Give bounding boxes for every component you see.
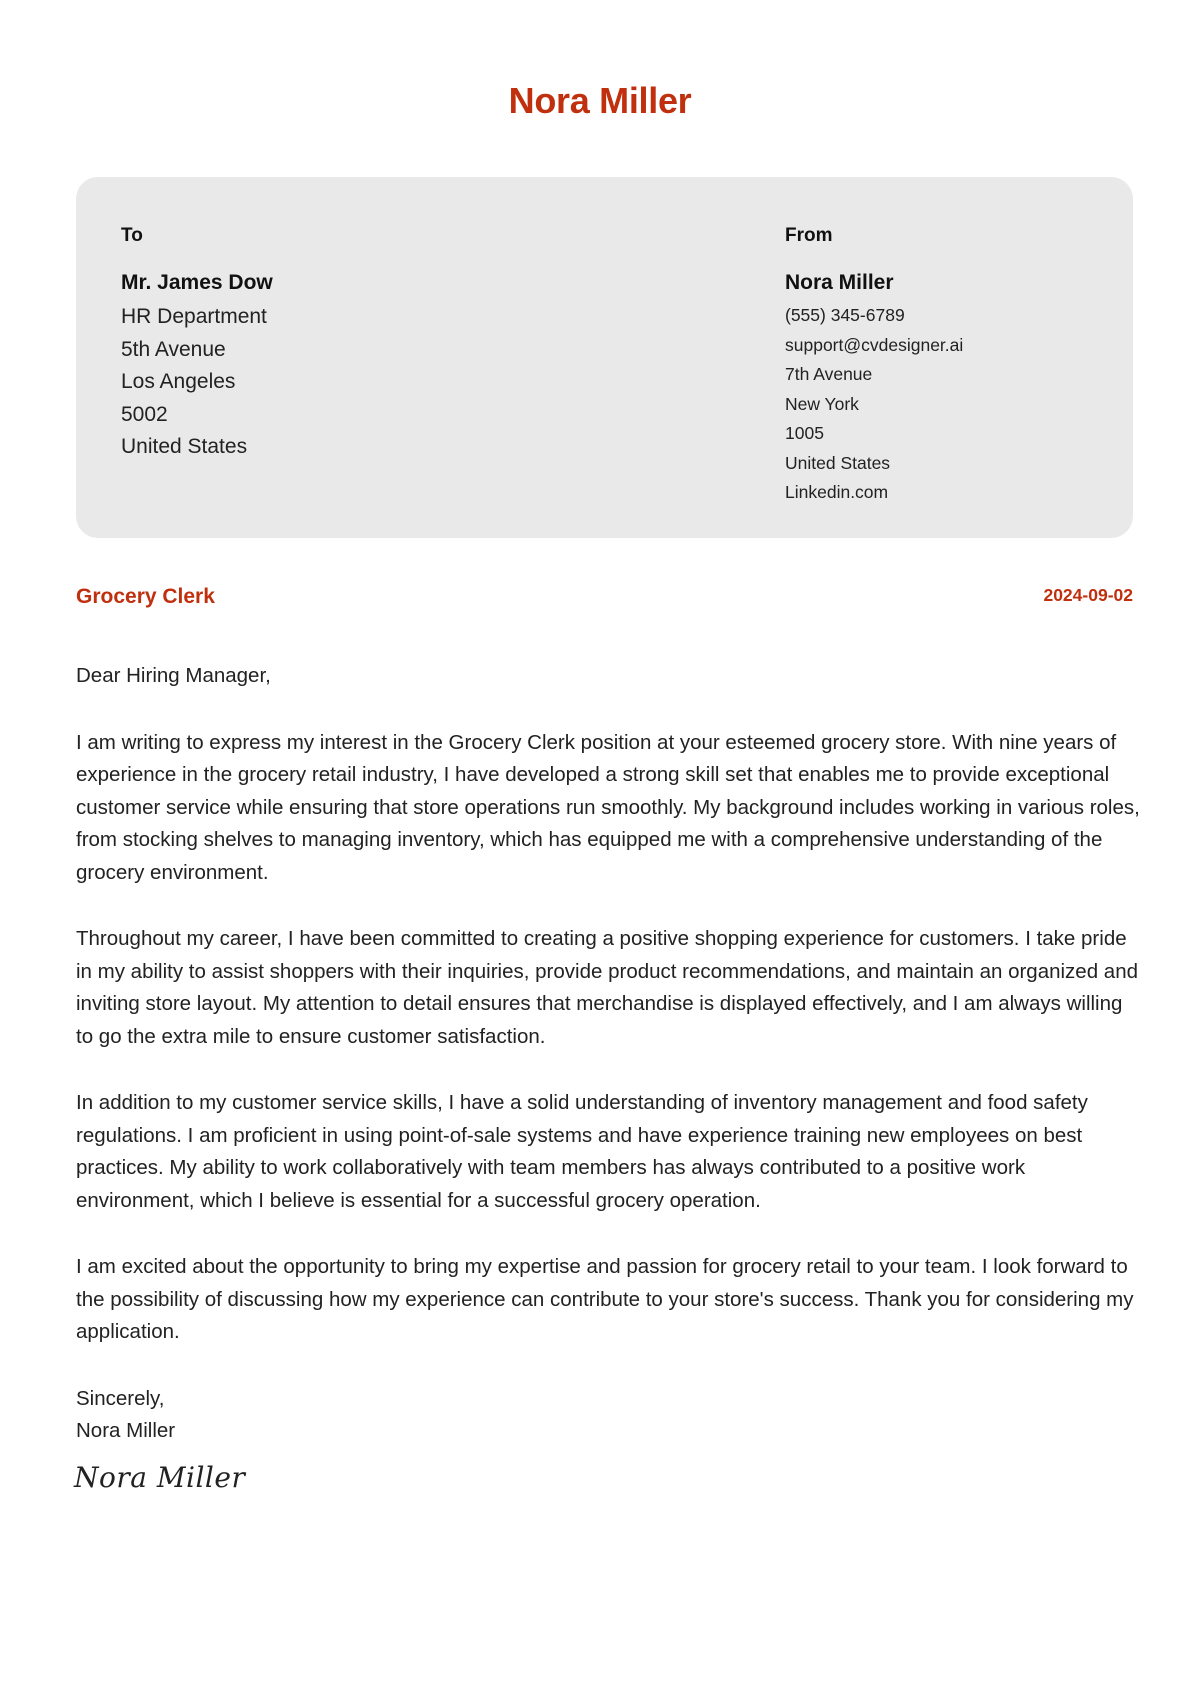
sender-country: United States bbox=[785, 452, 891, 473]
signature: Nora Miller bbox=[74, 1461, 246, 1494]
job-title: Grocery Clerk bbox=[76, 585, 215, 608]
recipient-department: HR Department bbox=[121, 305, 267, 328]
body-paragraph-1: I am writing to express my interest in the Grocery Clerk position at your esteemed grocery store. With nine years of experience in the grocery retail industry, I have developed a strong skill set that enables me to provide exceptional customer service while ensuring that store operations run smoothly. My background includes working in various roles, from stocking shelves to managing inventory, which has equipped me with a comprehensive understanding of the grocery environment. bbox=[76, 730, 1140, 884]
sender-linkedin: Linkedin.com bbox=[785, 482, 889, 502]
recipient-country: United States bbox=[121, 435, 248, 458]
page-title: Nora Miller bbox=[508, 80, 692, 121]
letter-body bbox=[76, 660, 1142, 1448]
address-box bbox=[76, 177, 1133, 538]
closing: Sincerely, bbox=[76, 1386, 165, 1410]
sender-postcode: 1005 bbox=[785, 423, 824, 443]
body-paragraph-3: In addition to my customer service skills, I have a solid understanding of inventory management and food safety regulations. I am proficient in using point-of-sale systems and have experience training new employees on best practices. My ability to work collaboratively with team members has always contributed to a positive work environment, which I believe is essential for a successful grocery operation. bbox=[76, 1091, 1088, 1212]
recipient-name: Mr. James Dow bbox=[121, 271, 273, 294]
sender-heading: From bbox=[785, 225, 833, 246]
sender-block bbox=[785, 225, 963, 508]
sender-street: 7th Avenue bbox=[785, 364, 873, 384]
body-paragraph-4: I am excited about the opportunity to bring my expertise and passion for grocery retail to your team. I look forward to the possibility of discussing how my experience can contribute to your store's success. Thank you for considering my application. bbox=[76, 1255, 1134, 1343]
recipient-street: 5th Avenue bbox=[121, 337, 226, 361]
sender-city: New York bbox=[785, 393, 859, 414]
sender-phone: (555) 345-6789 bbox=[785, 305, 905, 325]
letter-date: 2024-09-02 bbox=[1043, 585, 1133, 605]
sender-email: support@cvdesigner.ai bbox=[785, 334, 964, 355]
job-row bbox=[76, 585, 1133, 615]
body-paragraph-2: Throughout my career, I have been committed to creating a positive shopping experience for customers. I take pride in my ability to assist shoppers with their inquiries, provide product recommendations, and maintain an organized and inviting store layout. My attention to detail ensures that merchandise is displayed effectively, and I am always willing to go the extra mile to ensure customer satisfaction. bbox=[76, 927, 1139, 1048]
salutation: Dear Hiring Manager, bbox=[76, 664, 271, 687]
recipient-city: Los Angeles bbox=[121, 370, 236, 393]
sender-name: Nora Miller bbox=[785, 271, 894, 294]
recipient-postcode: 5002 bbox=[121, 402, 168, 426]
closing-block bbox=[76, 1383, 1142, 1448]
recipient-heading: To bbox=[121, 225, 143, 246]
recipient-block bbox=[121, 225, 273, 464]
closing-name: Nora Miller bbox=[76, 1419, 176, 1442]
